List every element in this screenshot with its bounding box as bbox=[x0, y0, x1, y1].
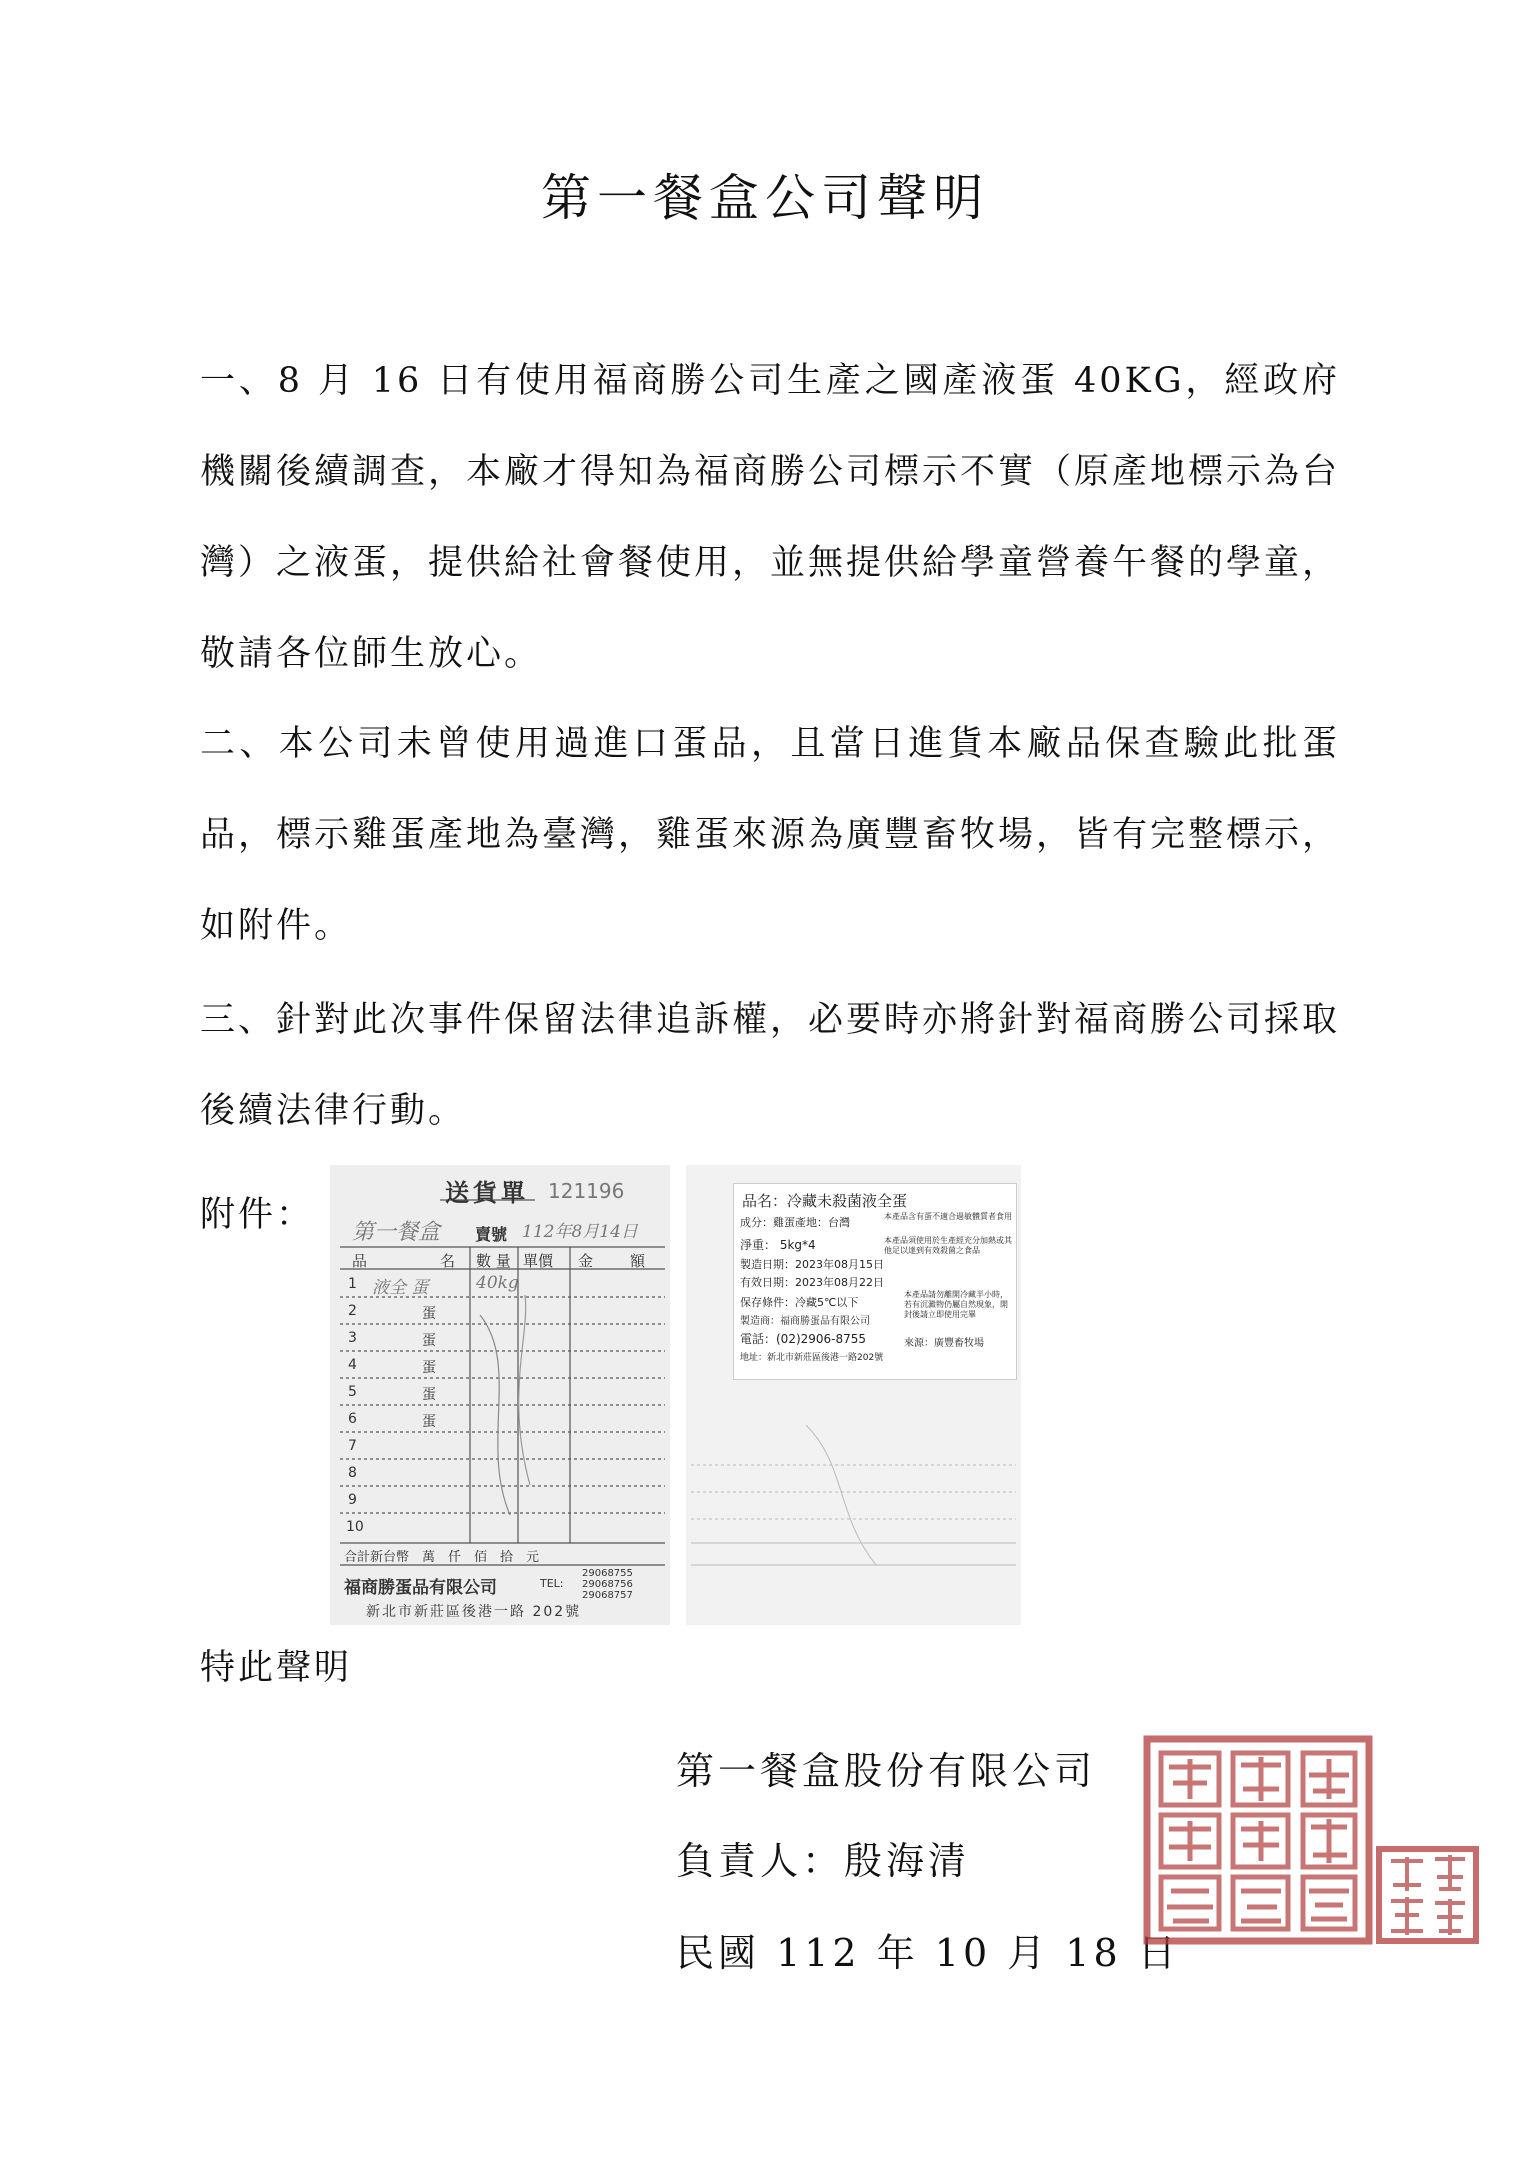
slip-col-name: 名 bbox=[440, 1252, 456, 1270]
slip-tel-label: TEL: bbox=[540, 1577, 564, 1590]
slip-col-item: 品 bbox=[352, 1252, 368, 1270]
person-seal bbox=[1375, 1845, 1480, 1945]
label-product-name: 品名：冷藏未殺菌液全蛋 bbox=[742, 1192, 908, 1210]
slip-row-item: 蛋 bbox=[422, 1387, 436, 1403]
slip-phone: 29068755 bbox=[582, 1568, 633, 1579]
slip-row-qty: 40kg bbox=[476, 1273, 519, 1293]
slip-col-amount: 金 bbox=[578, 1252, 594, 1270]
label-exp-date: 有效日期：2023年08月22日 bbox=[740, 1276, 884, 1289]
slip-row-item: 蛋 bbox=[422, 1360, 436, 1376]
slip-date: 112年8月14日 bbox=[522, 1222, 638, 1242]
slip-company: 福商勝蛋品有限公司 bbox=[344, 1578, 497, 1598]
label-source: 來源：廣豐畜牧場 bbox=[904, 1338, 984, 1349]
slip-row-no: 9 bbox=[348, 1492, 357, 1508]
slip-col-qty: 數 量 bbox=[476, 1252, 511, 1270]
statement-date: 民國 112 年 10 月 18 日 bbox=[676, 1931, 1180, 1975]
label-ingredients: 成分：雞蛋產地：台灣 bbox=[740, 1216, 850, 1229]
slip-col-price: 單價 bbox=[523, 1252, 554, 1270]
slip-order-label: 賣號 bbox=[475, 1225, 508, 1244]
delivery-slip-image bbox=[330, 1165, 670, 1625]
label-phone: 電話：(02)2906-8755 bbox=[740, 1332, 867, 1346]
label-maker: 製造商：福商勝蛋品有限公司 bbox=[740, 1316, 870, 1327]
slip-row-no: 6 bbox=[348, 1411, 357, 1427]
company-seal bbox=[1143, 1735, 1373, 1945]
slip-row-item: 蛋 bbox=[422, 1306, 436, 1322]
paragraph-three: 三、針對此次事件保留法律追訴權，必要時亦將針對福商勝公司採取後續法律行動。 bbox=[200, 1000, 1341, 1131]
slip-row-no: 2 bbox=[348, 1303, 357, 1319]
slip-address: 新北市新莊區後港一路 202號 bbox=[366, 1604, 582, 1620]
paragraph-one: 一、8 月 16 日有使用福商勝公司生產之國產液蛋 40KG，經政府機關後續調查，本廠才得知為福商勝公司標示不實（原產地標示為台灣）之液蛋，提供給社會餐使用，並無提供給學童營養午餐的學童，敬請各位師生放心。 bbox=[200, 361, 1341, 674]
slip-number: 121196 bbox=[548, 1179, 625, 1203]
product-label bbox=[733, 1183, 1017, 1380]
slip-row-no: 1 bbox=[348, 1276, 357, 1292]
slip-row-no: 4 bbox=[348, 1357, 357, 1373]
label-after-open-note: 本產品請勿離開冷藏半小時，若有沉澱物仍屬自然現象，開封後請立即使用完畢 bbox=[904, 1290, 1008, 1319]
slip-row-item: 蛋 bbox=[422, 1333, 436, 1349]
slip-heading: 送貨單 bbox=[445, 1179, 529, 1207]
slip-customer: 第一餐盒 bbox=[352, 1220, 441, 1245]
label-mfg-date: 製造日期：2023年08月15日 bbox=[740, 1258, 884, 1271]
slip-total-row: 合計新台幣 萬 仟 佰 拾 元 bbox=[344, 1550, 540, 1565]
slip-row-no: 7 bbox=[348, 1438, 357, 1454]
label-net-weight: 淨重： 5kg*4 bbox=[740, 1238, 816, 1252]
representative: 負責人：殷海清 bbox=[676, 1839, 971, 1883]
label-address: 地址：新北市新莊區後港一路202號 bbox=[740, 1353, 884, 1363]
slip-row-item: 蛋 bbox=[422, 1414, 436, 1430]
attachment-label: 附件： bbox=[200, 1195, 315, 1235]
slip-row-no: 10 bbox=[346, 1519, 364, 1535]
slip-phone: 29068756 bbox=[582, 1579, 633, 1590]
label-storage: 保存條件：冷藏5℃以下 bbox=[740, 1296, 859, 1309]
product-label-image bbox=[686, 1165, 1021, 1625]
slip-row-no: 8 bbox=[348, 1465, 357, 1481]
label-cook-note: 本產品須使用於生產經充分加熱或其他足以達到有效殺菌之食品 bbox=[884, 1236, 1012, 1255]
slip-col-amount-2: 額 bbox=[630, 1252, 646, 1270]
slip-row-no: 5 bbox=[348, 1384, 357, 1400]
slip-phone: 29068757 bbox=[582, 1590, 633, 1601]
label-allergen-note: 本產品含有蛋不適合過敏體質者食用 bbox=[884, 1212, 1012, 1221]
paragraph-two: 二、本公司未曾使用過進口蛋品，且當日進貨本廠品保查驗此批蛋品，標示雞蛋產地為臺灣，雞蛋來源為廣豐畜牧場，皆有完整標示，如附件。 bbox=[200, 724, 1341, 946]
slip-row-no: 3 bbox=[348, 1330, 357, 1346]
document-title: 第一餐盒公司聲明 bbox=[541, 169, 989, 227]
closing-statement: 特此聲明 bbox=[200, 1648, 353, 1688]
slip-row-item: 液全 蛋 bbox=[372, 1278, 429, 1298]
company-name: 第一餐盒股份有限公司 bbox=[676, 1749, 1097, 1793]
